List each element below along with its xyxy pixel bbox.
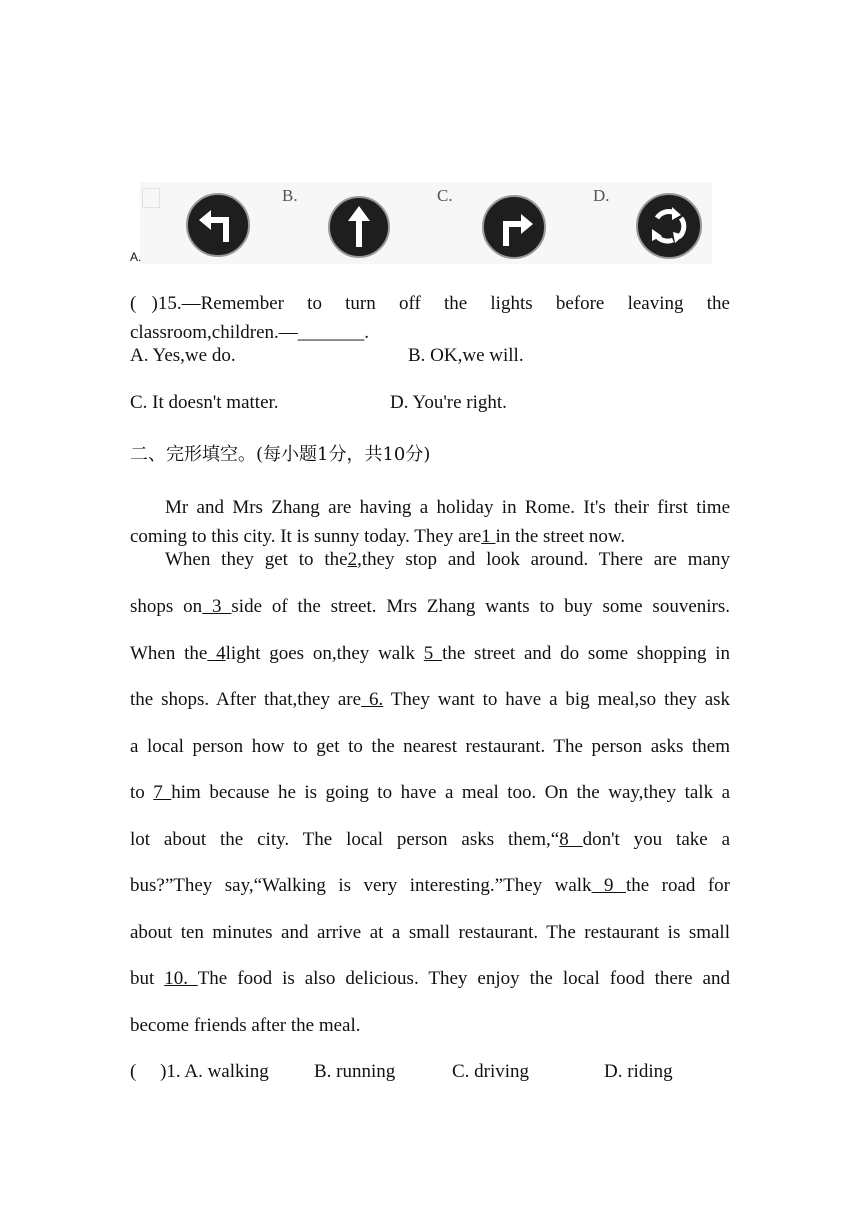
- q1-option-a: ( )1. A. walking: [130, 1061, 269, 1082]
- q15-word: )15.—Remember: [151, 293, 284, 314]
- passage-line: become friends after the meal.: [130, 1015, 361, 1036]
- blank-2: 2: [347, 549, 358, 570]
- q15-word: off: [398, 293, 421, 314]
- passage-line: to 7 him because he is going to have a meal too. On the way,they talk a: [130, 782, 731, 803]
- passage-line: When they get to the2,they stop and look around. There are many: [165, 549, 731, 570]
- passage-line: lot about the city. The local person asks them,“8 don't you take a: [130, 829, 731, 850]
- blank-8: 8: [559, 829, 583, 850]
- q15-word: the: [443, 293, 468, 314]
- q15-line-2: classroom,children.—_______.: [130, 322, 370, 343]
- q15-word: turn: [345, 293, 376, 314]
- q15-word: leaving: [627, 293, 684, 314]
- q15-option-c: C. It doesn't matter.: [130, 392, 279, 413]
- passage-line: about ten minutes and arrive at a small restaurant. The restaurant is small: [130, 922, 730, 943]
- option-c-label: C.: [437, 186, 453, 205]
- turn-right-sign-icon: [481, 194, 547, 260]
- passage-line: a local person how to get to the nearest restaurant. The person asks them: [130, 736, 730, 757]
- blank-box: [142, 188, 160, 208]
- q15-option-a: A. Yes,we do.: [130, 345, 236, 366]
- go-straight-sign-icon: [327, 195, 391, 259]
- q15-word: to: [307, 293, 322, 314]
- option-a-label: A.: [130, 250, 142, 264]
- blank-7: 7: [153, 782, 172, 803]
- q1-option-b: B. running: [314, 1061, 396, 1082]
- blank-9: 9: [591, 875, 626, 896]
- passage-line: the shops. After that,they are 6. They want to have a big meal,so they ask: [130, 689, 731, 710]
- blank-3: 3: [202, 596, 232, 617]
- blank-6: 6.: [361, 689, 384, 710]
- q15-word: (: [130, 293, 137, 314]
- blank-4: 4: [207, 643, 226, 664]
- roundabout-sign-icon: [635, 192, 703, 260]
- blank-1: 1: [481, 526, 496, 547]
- passage-line: but 10. The food is also delicious. They enjoy the local food there and: [130, 968, 730, 989]
- q15-word: before: [555, 293, 605, 314]
- passage-line: shops on 3 side of the street. Mrs Zhang wants to buy some souvenirs.: [130, 596, 731, 617]
- q15-option-d: D. You're right.: [390, 392, 507, 413]
- passage-line: bus?”They say,“Walking is very interesting.”They walk 9 the road for: [130, 875, 730, 896]
- passage-line: Mr and Mrs Zhang are having a holiday in Rome. It's their first time: [165, 497, 730, 518]
- option-b-label: B.: [282, 186, 298, 205]
- q1-option-c: C. driving: [452, 1061, 530, 1082]
- q15-word: lights: [490, 293, 533, 314]
- q15-line-1: [130, 293, 730, 315]
- section-heading: 二、完形填空。(每小题1分，共10分): [130, 444, 431, 465]
- passage-line: When the 4light goes on,they walk 5 the street and do some shopping in: [130, 643, 731, 664]
- turn-left-sign-icon: [185, 192, 251, 258]
- q15-option-b: B. OK,we will.: [408, 345, 524, 366]
- blank-5: 5: [423, 643, 443, 664]
- blank-10: 10.: [164, 968, 198, 989]
- option-d-label: D.: [593, 186, 610, 205]
- q1-option-d: D. riding: [604, 1061, 673, 1082]
- passage-line: coming to this city. It is sunny today. They are1 in the street now.: [130, 526, 626, 547]
- q15-word: the: [706, 293, 730, 314]
